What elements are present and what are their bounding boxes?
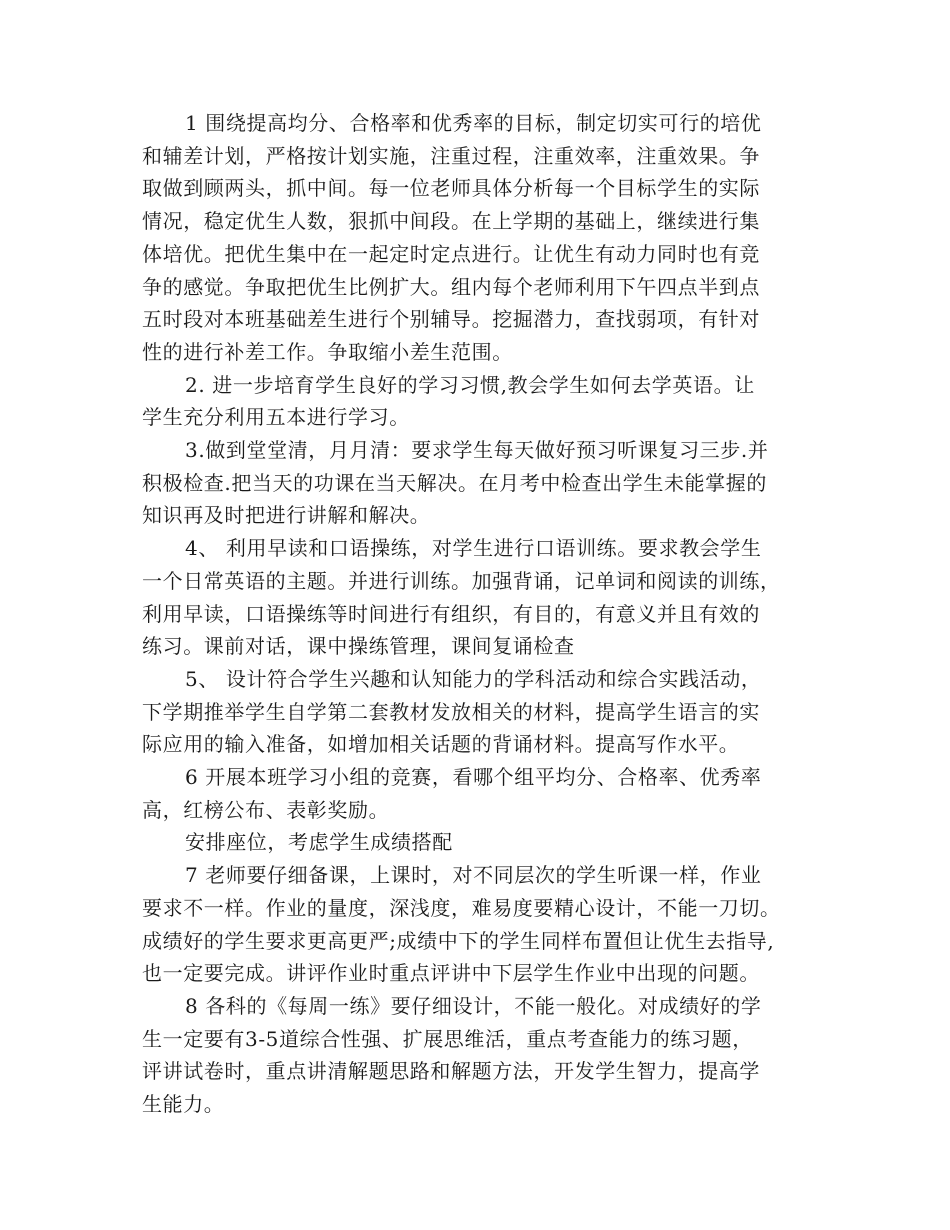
text-line: 知识再及时把进行讲解和解决。	[142, 503, 431, 528]
text-line: 评讲试卷时，重点讲清解题思路和解题方法，开发学生智力，提高学	[142, 1059, 760, 1084]
paragraph	[142, 532, 814, 663]
paragraph	[142, 859, 814, 990]
text-line: 也一定要完成。讲评作业时重点评讲中下层学生作业中出现的问题。	[142, 961, 760, 986]
paragraph	[142, 663, 814, 761]
text-line: 生能力。	[142, 1092, 225, 1117]
paragraph	[142, 107, 814, 369]
text-line: 成绩好的学生要求更高更严;成绩中下的学生同样布置但让优生去指导,	[142, 928, 775, 953]
paragraph	[142, 369, 814, 434]
text-line: 情况，稳定优生人数，狠抓中间段。在上学期的基础上，继续进行集	[142, 209, 760, 234]
text-line: 五时段对本班基础差生进行个别辅导。挖掘潜力，查找弱项，有针对	[142, 307, 760, 332]
paragraph	[142, 761, 814, 826]
document-body	[142, 107, 814, 1121]
text-line: 积极检查.把当天的功课在当天解决。在月考中检查出学生未能掌握的	[142, 470, 767, 495]
text-line: 2. 进一步培育学生良好的学习习惯,教会学生如何去学英语。让	[185, 372, 755, 397]
text-line: 际应用的输入准备，如增加相关话题的背诵材料。提高写作水平。	[142, 732, 740, 757]
text-line: 安排座位，考虑学生成绩搭配	[185, 830, 453, 855]
text-line: 练习。课前对话，课中操练管理，课间复诵检查	[142, 634, 575, 659]
text-line: 一个日常英语的主题。并进行训练。加强背诵，记单词和阅读的训练，	[142, 568, 781, 593]
text-line: 4、 利用早读和口语操练，对学生进行口语训练。要求教会学生	[185, 536, 762, 561]
text-line: 6 开展本班学习小组的竞赛，看哪个组平均分、合格率、优秀率	[185, 765, 762, 790]
text-line: 学生充分利用五本进行学习。	[142, 405, 410, 430]
text-line: 8 各科的《每周一练》要仔细设计，不能一般化。对成绩好的学	[185, 993, 762, 1018]
text-line: 高，红榜公布、表彰奖励。	[142, 797, 390, 822]
text-line: 体培优。把优生集中在一起定时定点进行。让优生有动力同时也有竞	[142, 241, 760, 266]
text-line: 争的感觉。争取把优生比例扩大。组内每个老师利用下午四点半到点	[142, 274, 760, 299]
text-line: 要求不一样。作业的量度，深浅度，难易度要精心设计，不能一刀切。	[142, 895, 781, 920]
text-line: 3.做到堂堂清，月月清：要求学生每天做好预习听课复习三步.并	[185, 438, 769, 463]
text-line: 1 围绕提高均分、合格率和优秀率的目标，制定切实可行的培优	[185, 111, 762, 135]
text-line: 利用早读，口语操练等时间进行有组织，有目的，有意义并且有效的	[142, 601, 760, 626]
text-line: 7 老师要仔细备课，上课时，对不同层次的学生听课一样，作业	[185, 863, 762, 888]
text-line: 生一定要有3-5道综合性强、扩展思维活，重点考查能力的练习题，	[142, 1026, 753, 1051]
paragraph	[142, 826, 814, 859]
text-line: 取做到顾两头，抓中间。每一位老师具体分析每一个目标学生的实际	[142, 176, 760, 201]
paragraph	[142, 434, 814, 532]
text-line: 性的进行补差工作。争取缩小差生范围。	[142, 339, 513, 364]
paragraph	[142, 990, 814, 1121]
text-line: 5、 设计符合学生兴趣和认知能力的学科活动和综合实践活动，	[185, 666, 762, 691]
text-line: 下学期推举学生自学第二套教材发放相关的材料，提高学生语言的实	[142, 699, 760, 724]
text-line: 和辅差计划，严格按计划实施，注重过程，注重效率，注重效果。争	[142, 143, 760, 168]
